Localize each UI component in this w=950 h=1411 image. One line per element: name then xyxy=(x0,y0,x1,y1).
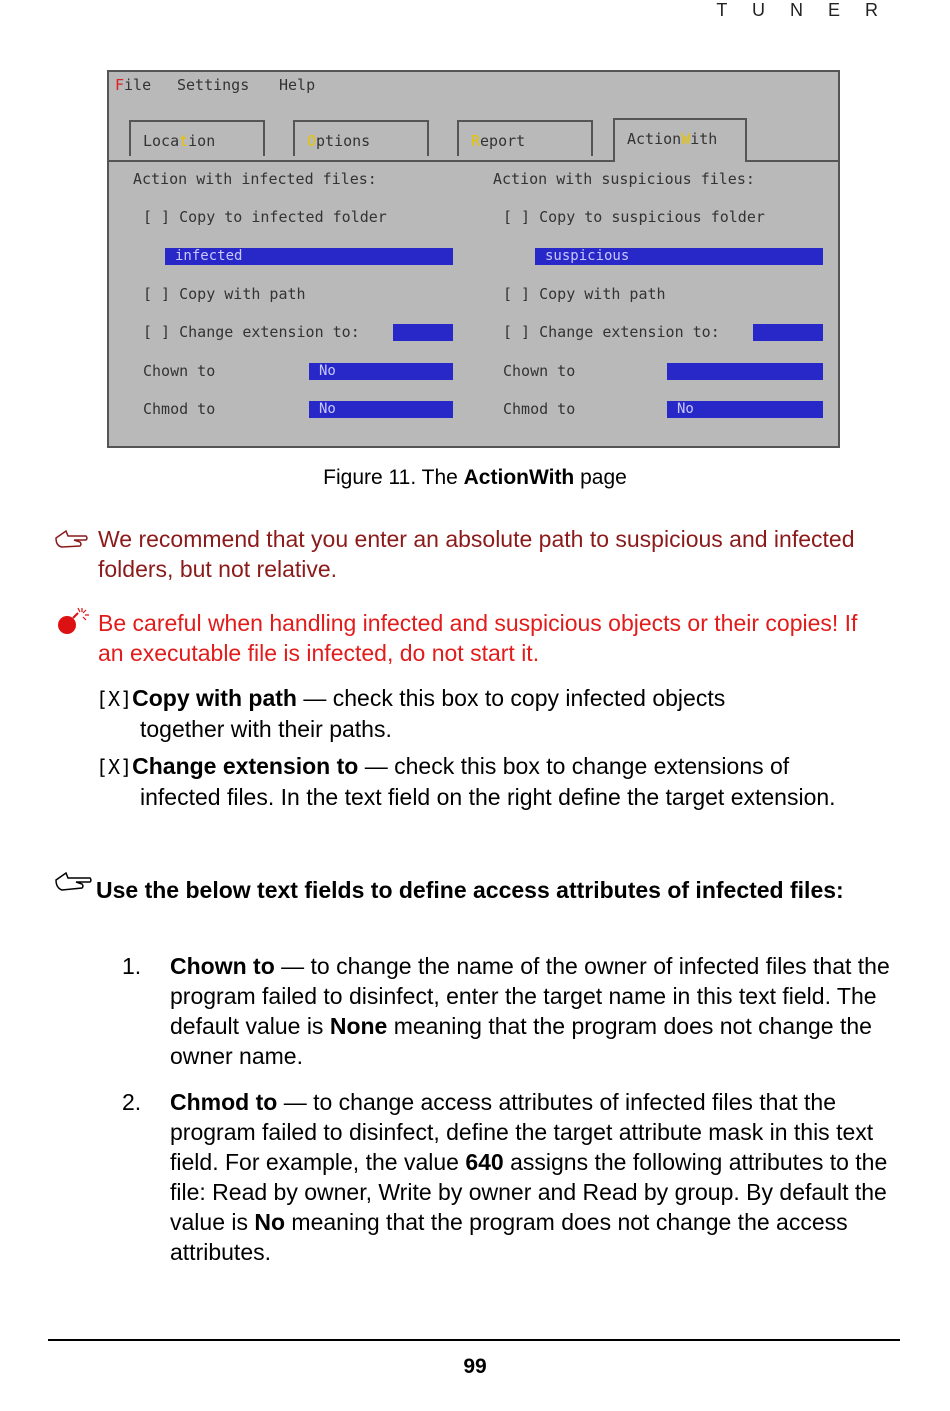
menu-settings[interactable]: Settings xyxy=(177,76,250,94)
tab-location[interactable]: Location xyxy=(129,120,265,156)
menu-file[interactable]: File xyxy=(115,76,152,94)
suspicious-extension-field[interactable] xyxy=(753,324,823,341)
actionwith-screenshot xyxy=(107,70,840,448)
figure-caption: Figure 11. The ActionWith page xyxy=(323,466,627,489)
infected-extension-field[interactable] xyxy=(393,324,453,341)
warning-note: Be careful when handling infected and suspicious objects or their copies! If an executable file is infected, do not start it. xyxy=(98,610,858,666)
infected-copy-path-checkbox[interactable]: [ ] Copy with path xyxy=(143,285,306,303)
suspicious-chmod-field[interactable]: No xyxy=(667,401,823,418)
tab-options[interactable]: Options xyxy=(293,120,429,156)
running-header: T U N E R xyxy=(716,0,888,20)
recommendation-note: We recommend that you enter an absolute path to suspicious and infected folders, but not relative. xyxy=(98,526,855,582)
suspicious-chown-field[interactable] xyxy=(667,363,823,380)
suspicious-copy-folder-checkbox[interactable]: [ ] Copy to suspicious folder xyxy=(503,208,765,226)
copy-with-path-item: [X]Copy with path — check this box to copy infected objects together with their paths. xyxy=(96,685,726,742)
footer-rule xyxy=(48,1339,900,1341)
suspicious-heading: Action with suspicious files: xyxy=(493,170,755,188)
tab-report[interactable]: Report xyxy=(457,120,593,156)
suspicious-folder-field[interactable]: suspicious xyxy=(535,248,823,265)
tab-actionwith[interactable]: ActionWith xyxy=(613,118,747,162)
list-item-chmod: 2. Chmod to — to change access attributes of infected files that the program failed to disinfect, define the target attribute mask in this text field. For example, the value 640 assigns the following attributes to the file: Read by owner, Write by owner and Read by group. By default the value is No meaning that the program does not change the access attributes. xyxy=(122,1089,888,1265)
note-hand-icon xyxy=(54,528,90,550)
infected-chmod-field[interactable]: No xyxy=(309,401,453,418)
checkbox-glyph: [X] xyxy=(96,755,133,779)
suspicious-chmod-label: Chmod to xyxy=(503,400,576,418)
access-attributes-heading: Use the below text fields to define access attributes of infected files: xyxy=(96,877,844,903)
pointing-hand-icon xyxy=(54,870,94,892)
infected-chown-label: Chown to xyxy=(143,362,216,380)
infected-chown-field[interactable]: No xyxy=(309,363,453,380)
infected-heading: Action with infected files: xyxy=(133,170,377,188)
menu-help[interactable]: Help xyxy=(279,76,316,94)
suspicious-change-ext-checkbox[interactable]: [ ] Change extension to: xyxy=(503,323,720,341)
infected-folder-field[interactable]: infected xyxy=(165,248,453,265)
suspicious-copy-path-checkbox[interactable]: [ ] Copy with path xyxy=(503,285,666,303)
infected-copy-folder-checkbox[interactable]: [ ] Copy to infected folder xyxy=(143,208,387,226)
suspicious-chown-label: Chown to xyxy=(503,362,576,380)
page-number: 99 xyxy=(463,1355,487,1378)
change-extension-item: [X]Change extension to — check this box to change extensions of infected files. In the text field on the right define the target extension. xyxy=(96,753,836,810)
infected-chmod-label: Chmod to xyxy=(143,400,216,418)
list-item-chown: 1. Chown to — to change the name of the owner of infected files that the program failed to disinfect, enter the target name in this text field. The default value is None meaning that the program does not change the owner name. xyxy=(122,953,890,1069)
checkbox-glyph: [X] xyxy=(96,687,133,711)
bomb-icon xyxy=(56,606,94,636)
term: Change extension to xyxy=(132,753,359,779)
term: Copy with path xyxy=(132,685,297,711)
infected-change-ext-checkbox[interactable]: [ ] Change extension to: xyxy=(143,323,360,341)
